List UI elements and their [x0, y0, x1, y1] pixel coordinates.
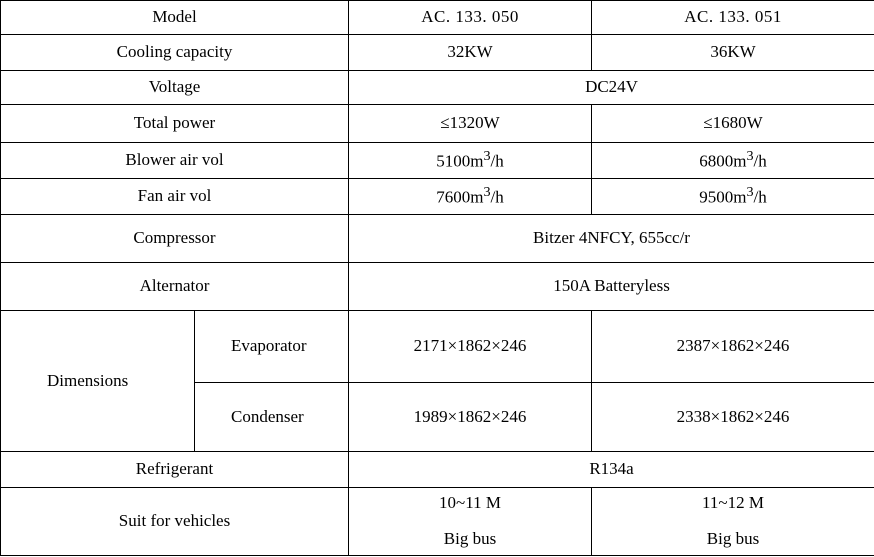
row-refrigerant	[1, 452, 874, 488]
voltage-value: DC24V	[349, 71, 874, 105]
row-total-power	[1, 105, 874, 143]
row-voltage	[1, 71, 874, 105]
row-compressor	[1, 215, 874, 263]
fan-a-tail: /h	[490, 187, 504, 207]
model-label: Model	[1, 1, 349, 35]
blower-a-num: 5100m	[436, 151, 484, 171]
refrigerant-value: R134a	[349, 452, 874, 488]
power-label: Total power	[1, 105, 349, 143]
blower-a-sup: 3	[483, 148, 491, 165]
row-blower	[1, 143, 874, 179]
row-evaporator	[1, 311, 874, 383]
blower-label: Blower air vol	[1, 143, 349, 179]
blower-b	[592, 143, 874, 179]
fan-a-num: 7600m	[436, 187, 484, 207]
condenser-a: 1989×1862×246	[349, 383, 592, 452]
blower-b-sup: 3	[746, 148, 754, 165]
row-suit	[1, 488, 874, 556]
power-b: ≤1680W	[592, 105, 874, 143]
suit-a-type: Big bus	[443, 529, 497, 548]
suit-a	[349, 488, 592, 556]
evaporator-a: 2171×1862×246	[349, 311, 592, 383]
row-alternator	[1, 263, 874, 311]
refrigerant-label: Refrigerant	[1, 452, 349, 488]
fan-b-sup: 3	[746, 184, 754, 201]
row-fan	[1, 179, 874, 215]
cooling-label: Cooling capacity	[1, 35, 349, 71]
row-model	[1, 1, 874, 35]
fan-label: Fan air vol	[1, 179, 349, 215]
alternator-value: 150A Batteryless	[349, 263, 874, 311]
suit-label: Suit for vehicles	[1, 488, 349, 556]
model-b: AC. 133. 051	[592, 1, 874, 35]
compressor-value: Bitzer 4NFCY, 655cc/r	[349, 215, 874, 263]
condenser-label: Condenser	[195, 383, 349, 452]
compressor-label: Compressor	[1, 215, 349, 263]
blower-b-num: 6800m	[699, 151, 747, 171]
cooling-a: 32KW	[349, 35, 592, 71]
model-a: AC. 133. 050	[349, 1, 592, 35]
blower-a-tail: /h	[490, 151, 504, 171]
cooling-b: 36KW	[592, 35, 874, 71]
power-a: ≤1320W	[349, 105, 592, 143]
suit-a-length: 10~11 M	[439, 493, 501, 513]
fan-b-tail: /h	[753, 187, 767, 207]
evaporator-b: 2387×1862×246	[592, 311, 874, 383]
fan-b	[592, 179, 874, 215]
blower-b-tail: /h	[753, 151, 767, 171]
fan-a-sup: 3	[483, 184, 491, 201]
suit-b-type: Big bus	[706, 529, 760, 548]
condenser-b: 2338×1862×246	[592, 383, 874, 452]
evaporator-label: Evaporator	[195, 311, 349, 383]
blower-a	[349, 143, 592, 179]
alternator-label: Alternator	[1, 263, 349, 311]
fan-b-num: 9500m	[699, 187, 747, 207]
voltage-label: Voltage	[1, 71, 349, 105]
fan-a	[349, 179, 592, 215]
suit-b-length: 11~12 M	[702, 493, 764, 513]
suit-b	[592, 488, 874, 556]
dimensions-label: Dimensions	[1, 311, 195, 452]
row-cooling	[1, 35, 874, 71]
